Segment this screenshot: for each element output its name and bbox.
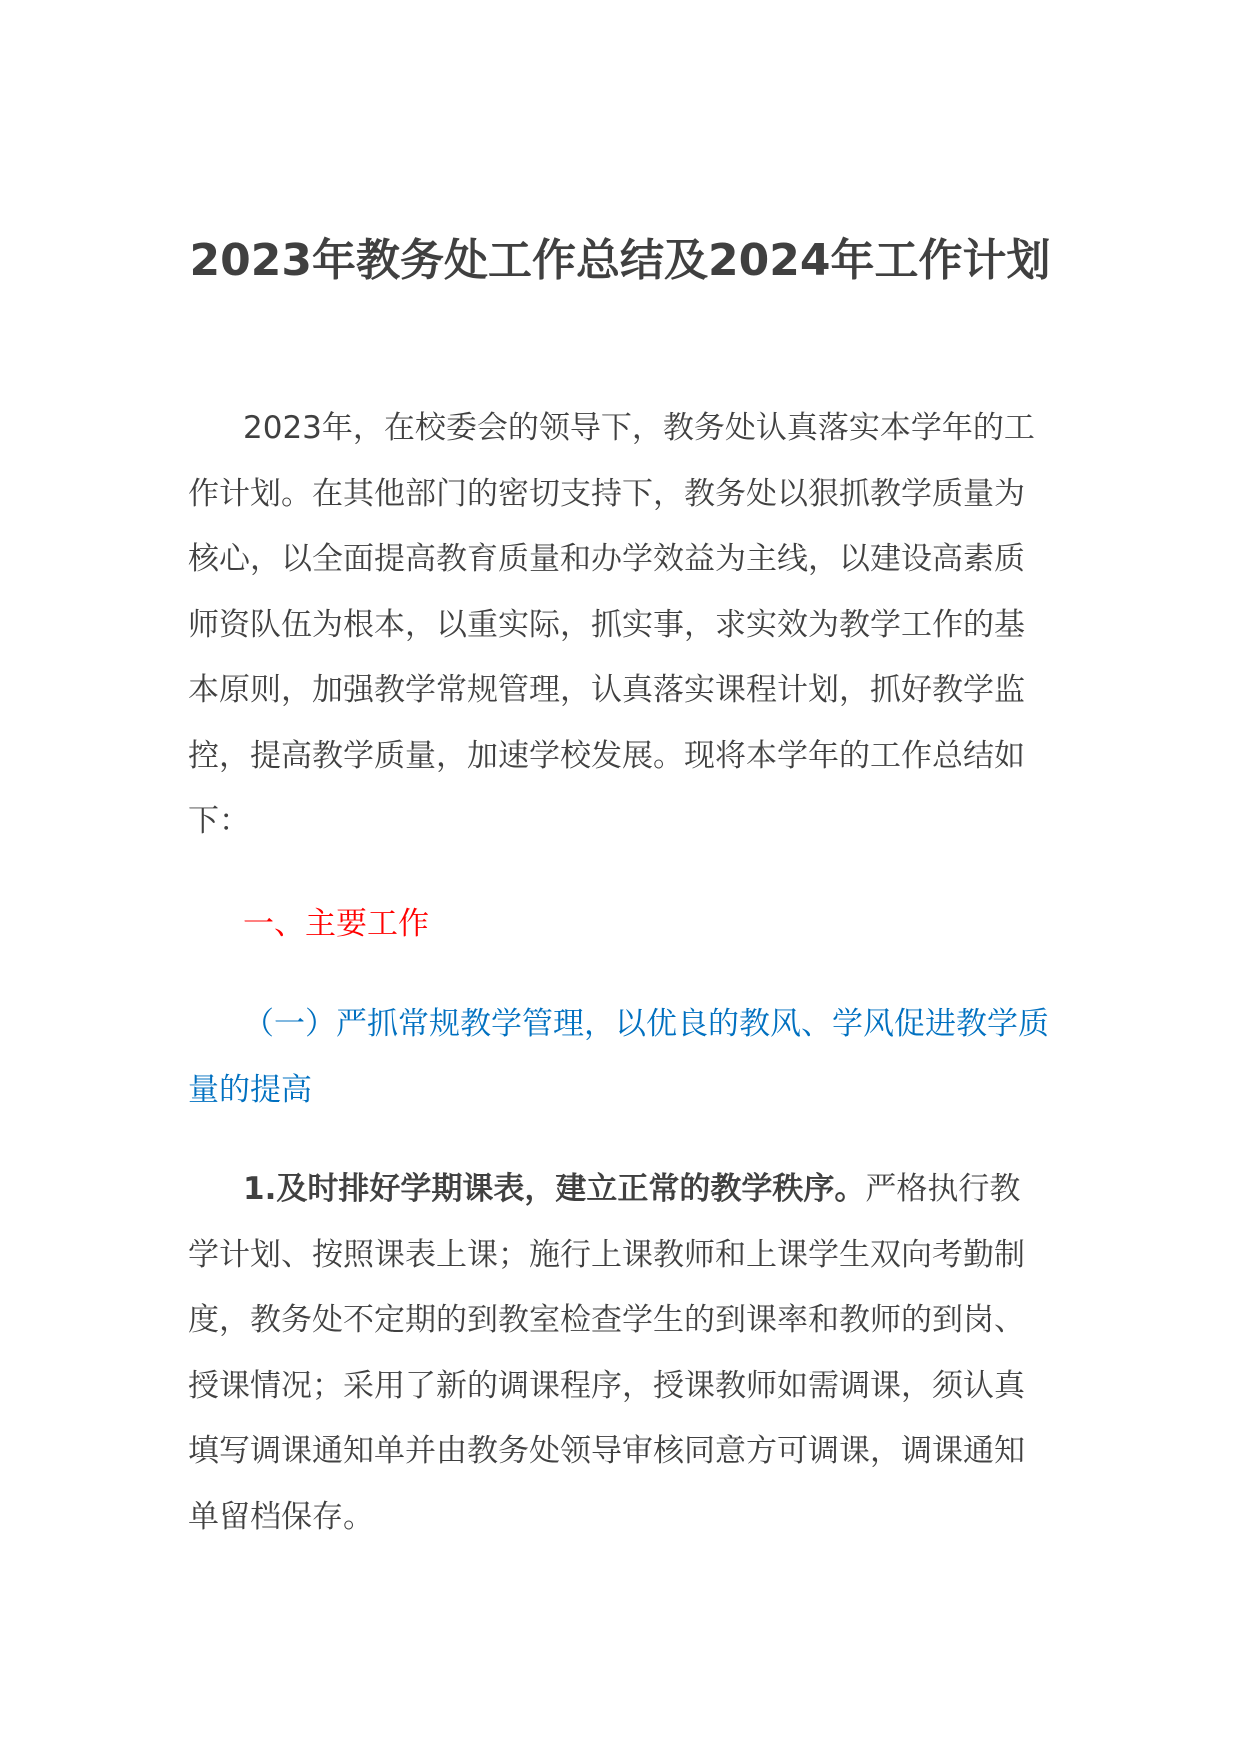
- item-1-body: 严格执行教学计划、按照课表上课；施行上课教师和上课学生双向考勤制度，教务处不定期的到教室检查学生的到课率和教师的到岗、授课情况；采用了新的调课程序，授课教师如需调课，须认真填写调课通知单并由教务处领导审核同意方可调课，调课通知单留档保存。: [188, 1171, 1025, 1535]
- intro-paragraph: 2023年，在校委会的领导下，教务处认真落实本学年的工作计划。在其他部门的密切支持下，教务处以狠抓教学质量为核心，以全面提高教育质量和办学效益为主线，以建设高素质师资队伍为根本，以重实际，抓实事，求实效为教学工作的基本原则，加强教学常规管理，认真落实课程计划，抓好教学监控，提高教学质量，加速学校发展。现将本学年的工作总结如下：: [188, 410, 1035, 839]
- item-1-lead: 1.及时排好学期课表，建立正常的教学秩序。: [243, 1171, 866, 1207]
- item-1-paragraph: [188, 1157, 1050, 1550]
- section-heading: 一、主要工作: [243, 906, 429, 942]
- document-title: 2023年教务处工作总结及2024年工作计划: [189, 235, 1051, 286]
- subsection-heading: （一）严抓常规教学管理，以优良的教风、学风促进教学质量的提高: [188, 1006, 1049, 1108]
